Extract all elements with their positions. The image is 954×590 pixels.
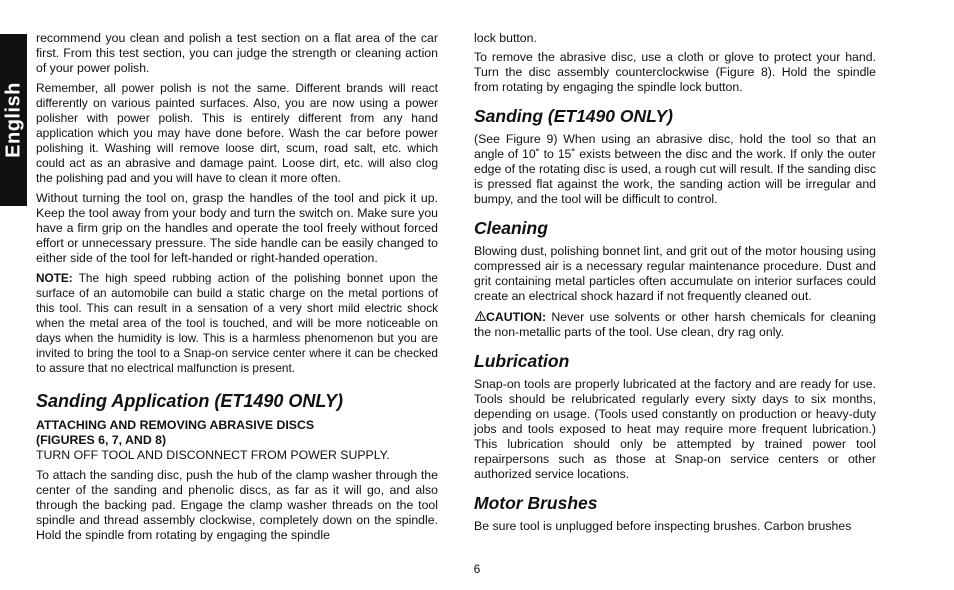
language-tab-label: English: [2, 82, 24, 158]
caution-label: CAUTION:: [486, 310, 547, 324]
paragraph: recommend you clean and polish a test section on a flat area of the car first. From this test section, you can judge the strength or cleaning action of your power polish.: [36, 31, 438, 75]
page-number: 6: [473, 562, 481, 576]
warning-triangle-icon: [474, 310, 486, 325]
paragraph: To remove the abrasive disc, use a cloth or glove to protect your hand. Turn the disc assembly counterclockwise (Figure 8). Hold the spindle from rotating by engaging the spindle lock button.: [474, 50, 876, 94]
paragraph: Without turning the tool on, grasp the handles of the tool and pick it up. Keep the tool away from your body and turn the switch on. Make sure you have a firm grip on the handles and operate the tool freely without forced effort or unnecessary pressure. The side handle can be easily changed to either side of the tool for left-handed or right-handed operation.: [36, 191, 438, 265]
paragraph: Blowing dust, polishing bonnet lint, and grit out of the motor housing using compressed air is a necessary regular maintenance procedure. Dust and grit containing metal particles often accumulate on interior surfaces could create an electrical shock hazard if not frequently cleaned out.: [474, 244, 876, 303]
note-label: NOTE:: [36, 271, 73, 285]
note-paragraph: [36, 271, 438, 376]
caution-paragraph: [474, 310, 876, 340]
paragraph: Be sure tool is unplugged before inspecting brushes. Carbon brushes: [474, 519, 852, 533]
heading-motor-brushes: Motor Brushes: [474, 493, 598, 513]
paragraph: Remember, all power polish is not the same. Different brands will react differently on various painted surfaces. Also, you are now using a power polisher with power polish. This is entirely different from any hand application which you may have done before. Wash the car before power polishing it. Washing will remove loose dirt, scum, road salt, etc. which could act as an abrasive and damage paint. Loose dirt, etc. will also clog the polishing pad and you will have to clean it more often.: [36, 81, 438, 185]
paragraph: To attach the sanding disc, push the hub of the clamp washer through the center of the sanding and phenolic discs, as far as it will go, and also through the backing pad. Engage the clamp washer threads on the tool spindle and thread assembly clockwise, completely down on the spindle. Hold the spindle from rotating by engaging the spindle: [36, 468, 438, 542]
paragraph: lock button.: [474, 31, 537, 45]
note-text: The high speed rubbing action of the polishing bonnet upon the surface of an automobile can build a static charge on the metal portions of this tool. This can result in a sensation of a very short mild electric shock when the metal area of the tool is touched, and will be more noticeable on days when the humidity is low. This is a harmless phenomenon but you are invited to bring the tool to a Snap-on service center where it can be checked to assure that no electrical malfunction is present.: [36, 271, 438, 375]
heading-cleaning: Cleaning: [474, 218, 548, 238]
right-column: [474, 31, 876, 539]
caution-text: Never use solvents or other harsh chemicals for cleaning the non-metallic parts of the tool. Use clean, dry rag only.: [474, 310, 876, 339]
language-tab: [0, 34, 27, 206]
heading-sanding-application: Sanding Application (ET1490 ONLY): [36, 391, 344, 411]
subheading-figures: (FIGURES 6, 7, AND 8): [36, 433, 167, 447]
heading-sanding: Sanding (ET1490 ONLY): [474, 106, 674, 126]
heading-lubrication: Lubrication: [474, 351, 570, 371]
paragraph: Snap-on tools are properly lubricated at the factory and are ready for use. Tools should be relubricated regularly every sixty days to six months, depending on usage. (Tools used constantly on production or heavy-duty jobs and tools exposed to heat may require more frequent lubrication.) This lubrication should only be attempted by trained power tool repairpersons such as those at Snap-on service centers or other authorized service locations.: [474, 377, 876, 481]
paragraph: (See Figure 9) When using an abrasive disc, hold the tool so that an angle of 10˚ to 15˚ exists between the disc and the work. If only the outer edge of the rotating disc is used, a rough cut will result. If the sanding disc is pressed flat against the work, the sanding action will be irregular and bumpy, and the tool will be difficult to control.: [474, 132, 876, 206]
warning-line: TURN OFF TOOL AND DISCONNECT FROM POWER SUPPLY.: [36, 448, 390, 462]
left-column: [36, 31, 438, 548]
subheading-attach-remove: ATTACHING AND REMOVING ABRASIVE DISCS: [36, 418, 315, 432]
